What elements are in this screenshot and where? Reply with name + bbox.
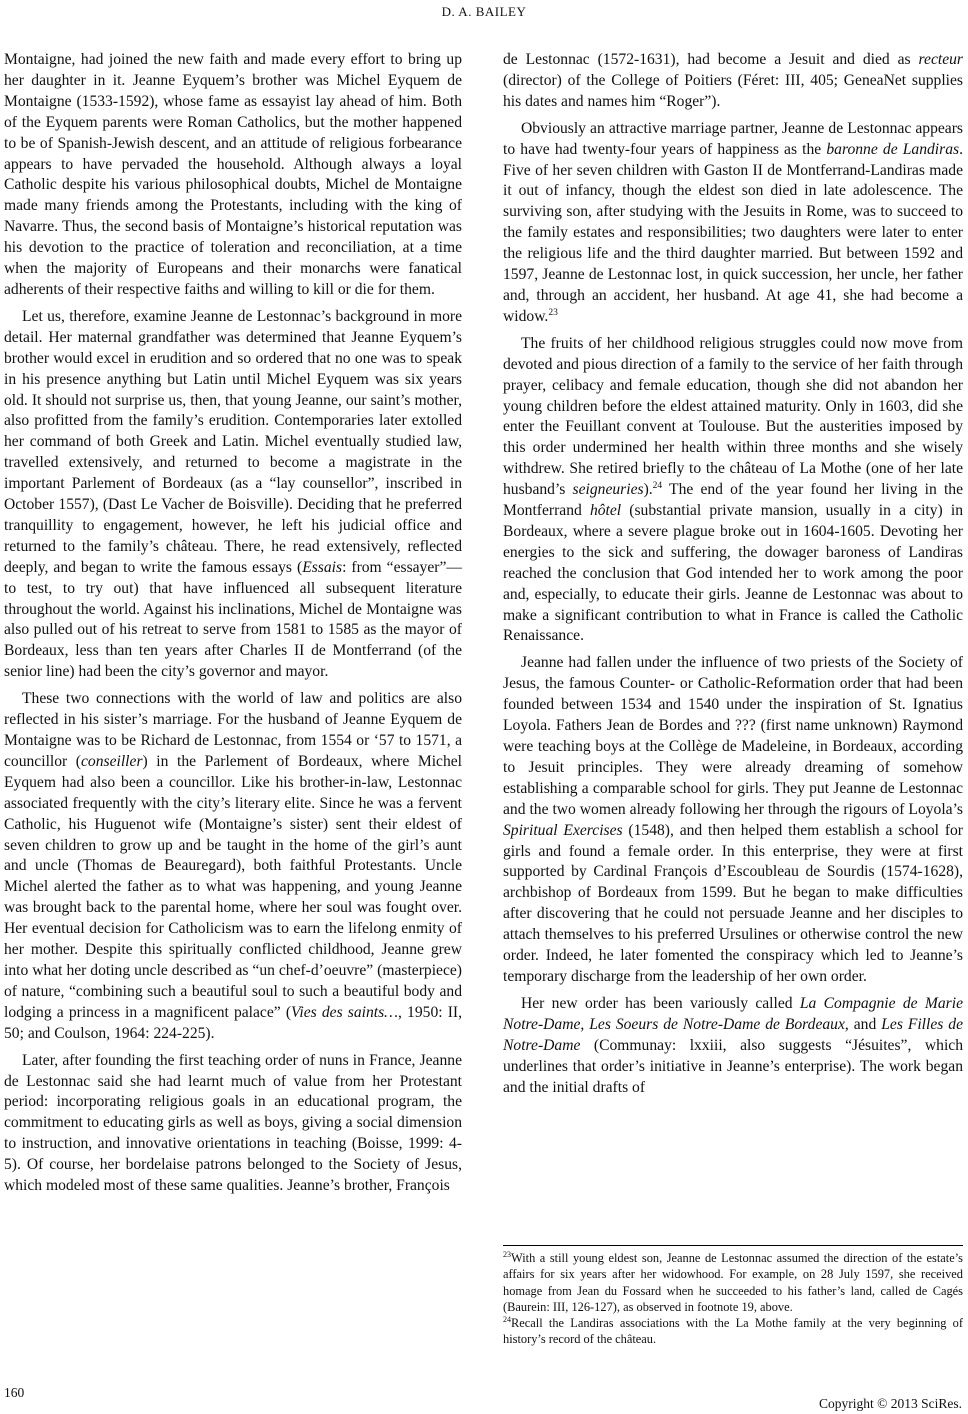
left-column — [4, 50, 462, 1197]
paragraph: Let us, therefore, examine Jeanne de Lestonnac’s background in more detail. Her maternal grandfather was determined that Jeanne Eyquem’s brother would excel in erudition and so ordered that no one was to speak in his presence anything but Latin until Michel Eyquem was six years old. It should not surprise us, then, that young Jeanne, our saint’s mother, also profitted from the family’s erudition. Contemporaries later extolled her command of both Greek and Latin. Michel eventually studied law, travelled extensively, and returned to become a magistrate in the important Parlement of Bordeaux (as a “lay counsellor”, inscribed in October 1557), (Dast Le Vacher de Boisville). Deciding that he preferred tranquillity to engagement, however, he left his judicial office and returned to the family’s château. There, he read extensively, reflected deeply, and began to write the famous essays (Essais: from “essayer”—to test, to try out) that have influenced all subsequent literature throughout the world. Against his inclinations, Michel de Montaigne was also pulled out of his retreat to serve from 1581 to 1585 as the mayor of Bordeaux, less than ten years after Charles II de Montferrand (of the senior line) had been the city’s governor and mayor. — [4, 307, 462, 681]
footnote: $^{24}$Recall the Landiras associations with the La Mothe family at the very beginning of history’s record of the château. — [503, 1315, 963, 1347]
footnote-ref[interactable]: 24 — [652, 480, 663, 491]
paragraph: de Lestonnac (1572-1631), had become a Jesuit and died as recteur (director) of the College of Poitiers (Féret: III, 405; GeneaNet supplies his dates and names him “Roger”). — [503, 51, 963, 110]
footnotes — [503, 1245, 963, 1348]
paragraph: Jeanne had fallen under the influence of two priests of the Society of Jesus, the famous Counter- or Catholic-Reformation order that had been founded between 1534 and 1540 under the inspiration of St. Ignatius Loyola. Fathers Jean de Bordes and ??? (first name unknown) Raymond were teaching boys at the Collège de Madeleine, in Bordeaux, according to Jesuit principles. They were already dreaming of somehow establishing a comparable school for girls. They put Jeanne de Lestonnac and the two women already following her through the rigours of Loyola’s Spiritual Exercises (1548), and then helped them establish a school for girls and found a female order. In this enterprise, they were at first supported by Cardinal François d’Escoubleau de Sourdis (1574-1628), archbishop of Bordeaux from 1599. But he began to make difficulties after discovering that he could not persuade Jeanne and her disciples to attach themselves to his preferred Ursulines or otherwise control the new order. Indeed, he later fomented the conspiracy which led to Jeanne’s temporary discharge from the leadership of her own order. — [503, 654, 963, 985]
paragraph: Later, after founding the first teaching order of nuns in France, Jeanne de Lestonnac said she had learnt much of value from her Protestant period: incorporating religious goals in an educational program, the commitment to educating girls as well as boys, giving a social dimension to instruction, and innovative orientations in teaching (Boisse, 1999: 4-5). Of course, her bordelaise patrons belonged to the Society of Jesus, which modeled most of these same qualities. Jeanne’s brother, François — [4, 1051, 462, 1195]
paragraph: Obviously an attractive marriage partner, Jeanne de Lestonnac appears to have had twenty-four years of happiness as the baronne de Landiras. Five of her seven children with Gaston II de Montferrand-Landiras made it out of infancy, though the eldest son died in late adolescence. The surviving son, after studying with the Jesuits in Rome, was to succeed to the family estates and responsibilities; two daughters were later to enter the religious life and the third daughter married. But between 1592 and 1597, Jeanne de Lestonnac lost, in quick succession, her uncle, her father and, through an accident, her husband. At age 41, she had become a widow.$^{23}$ — [503, 119, 963, 325]
paragraph: Her new order has been variously called La Compagnie de Marie Notre-Dame, Les Soeurs de Notre-Dame de Bordeaux, and Les Filles de Notre-Dame (Communay: lxxiii, also suggests “Jésuites”, which underlines that order’s initiative in Jeanne’s enterprise). The work began and the initial drafts of — [503, 994, 963, 1096]
copyright-notice: Copyright © 2013 SciRes. — [818, 1396, 962, 1411]
running-header: D. A. BAILEY — [441, 4, 527, 19]
footnote-ref[interactable]: 23 — [548, 307, 558, 318]
paragraph: The fruits of her childhood religious struggles could now move from devoted and pious direction of a family to the service of her faith through prayer, celibacy and female education, though she did not abandon her young children before the eldest attained maturity. Only in 1603, did she enter the Feuillant convent at Toulouse. But the austerities imposed by this order undermined her health within three months and she wisely withdrew. She retired briefly to the château of La Mothe (one of her late husband’s seigneuries).$^{24}$ The end of the year found her living in the Montferrand hôtel (substantial private mansion, usually in a city) in Bordeaux, where a severe plague broke out in 1604-1605. Devoting her energies to the sick and suffering, the dowager baroness of Landiras reached the conclusion that God intended her to work among the poor and, especially, to educate their girls. Jeanne de Lestonnac was about to make a significant contribution to what in France is called the Catholic Renaissance. — [503, 334, 963, 645]
paragraph: Montaigne, had joined the new faith and made every effort to bring up her daughter in it. Jeanne Eyquem’s brother was Michel Eyquem de Montaigne (1533-1592), whose fame as essayist lay ahead of him. Both of the Eyquem parents were Roman Catholics, but the mother happened to be of Spanish-Jewish descent, and an attitude of religious forbearance appears to have pervaded the household. Although always a loyal Catholic despite his various philosophical doubts, Michel de Montaigne made many friends among the Protestants, including with the king of Navarre. Thus, the second basis of Montaigne’s historical reputation was his devotion to the practice of toleration and reconciliation, at a time when the majority of Europeans and their monarchs were fanatical adherents of their respective faiths and willing to kill or die for them. — [4, 51, 462, 298]
page-number: 160 — [4, 1385, 25, 1400]
right-column — [503, 50, 963, 1098]
footnote: $^{23}$With a still young eldest son, Jeanne de Lestonnac assumed the direction of the estate’s affairs for six years after her widowhood. For example, on 28 July 1597, she received homage from Jean du Fossard when he succeeded to his father’s land, called de Cagés (Baurein: III, 126-127), as observed in footnote 19, above. — [503, 1249, 963, 1314]
paragraph: These two connections with the world of law and politics are also reflected in his sister’s marriage. For the husband of Jeanne Eyquem de Montaigne was to be Richard de Lestonnac, from 1554 or ‘57 to 1571, a councillor (conseiller) in the Parlement of Bordeaux, where Michel Eyquem had also been a councillor. Like his brother-in-law, Lestonnac associated frequently with the city’s literary elite. Since he was a fervent Catholic, his Huguenot wife (Montaigne’s sister) sent their eldest of seven children to grow up and be taught in the home of the girl’s aunt and uncle (Thomas de Beauregard), both faithful Protestants. Uncle Michel alerted the father as to what was happening, and young Jeanne was brought back to the parental home, where her soul was fought over. Her eventual decision for Catholicism was to earn the lifelong enmity of her mother. Despite this spiritually conflicted childhood, Jeanne grew into what her doting uncle described as “un chef-d’oeuvre” (masterpiece) of nature, “combining such a beautiful soul to such a beautiful body and lodging a princess in a magnificent palace” (Vies des saints…, 1950: II, 50; and Coulson, 1964: 224-225). — [4, 690, 462, 1042]
